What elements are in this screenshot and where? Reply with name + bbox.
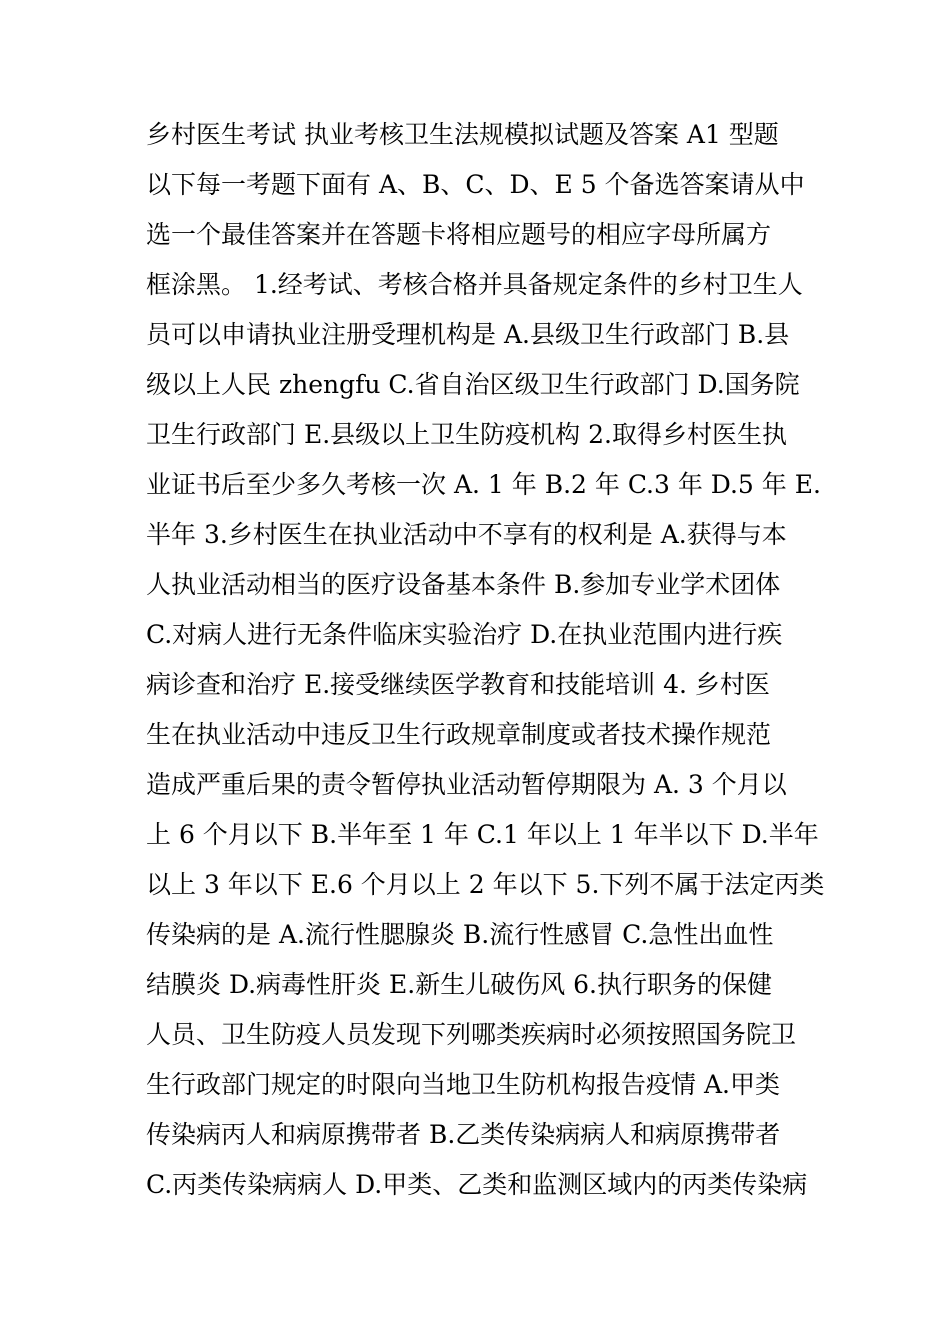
text-line-3: 选一个最佳答案并在答题卡将相应题号的相应字母所属方 bbox=[146, 220, 772, 249]
text-line-6: 级以上人民 zhengfu C.省自治区级卫生行政部门 D.国务院 bbox=[146, 370, 800, 399]
text-line-17: 传染病的是 A.流行性腮腺炎 B.流行性感冒 C.急性出血性 bbox=[146, 920, 774, 949]
text-line-16: 以上 3 年以下 E.6 个月以上 2 年以下 5.下列不属于法定丙类 bbox=[146, 870, 825, 899]
text-line-20: 生行政部门规定的时限向当地卫生防机构报告疫情 A.甲类 bbox=[146, 1070, 780, 1099]
text-line-8: 业证书后至少多久考核一次 A. 1 年 B.2 年 C.3 年 D.5 年 E. bbox=[146, 470, 821, 499]
document-body-text bbox=[146, 110, 826, 1210]
text-line-7: 卫生行政部门 E.县级以上卫生防疫机构 2.取得乡村医生执 bbox=[146, 420, 787, 449]
text-line-13: 生在执业活动中违反卫生行政规章制度或者技术操作规范 bbox=[146, 720, 772, 749]
text-line-21: 传染病丙人和病原携带者 B.乙类传染病病人和病原携带者 bbox=[146, 1120, 781, 1149]
text-line-1: 乡村医生考试 执业考核卫生法规模拟试题及答案 A1 型题 bbox=[146, 120, 779, 149]
text-line-11: C.对病人进行无条件临床实验治疗 D.在执业范围内进行疾 bbox=[146, 620, 783, 649]
text-line-2: 以下每一考题下面有 A、B、C、D、E 5 个备选答案请从中 bbox=[146, 170, 805, 199]
text-line-10: 人执业活动相当的医疗设备基本条件 B.参加专业学术团体 bbox=[146, 570, 781, 599]
text-line-15: 上 6 个月以下 B.半年至 1 年 C.1 年以上 1 年半以下 D.半年 bbox=[146, 820, 819, 849]
text-line-4: 框涂黑。 1.经考试、考核合格并具备规定条件的乡村卫生人 bbox=[146, 270, 803, 299]
text-line-19: 人员、卫生防疫人员发现下列哪类疾病时必须按照国务院卫 bbox=[146, 1020, 797, 1049]
text-line-12: 病诊查和治疗 E.接受继续医学教育和技能培训 4. 乡村医 bbox=[146, 670, 770, 699]
text-line-9: 半年 3.乡村医生在执业活动中不享有的权利是 A.获得与本 bbox=[146, 520, 787, 549]
text-line-22: C.丙类传染病病人 D.甲类、乙类和监测区域内的丙类传染病 bbox=[146, 1170, 808, 1199]
text-line-5: 员可以申请执业注册受理机构是 A.县级卫生行政部门 B.县 bbox=[146, 320, 790, 349]
text-line-14: 造成严重后果的责令暂停执业活动暂停期限为 A. 3 个月以 bbox=[146, 770, 787, 799]
text-line-18: 结膜炎 D.病毒性肝炎 E.新生儿破伤风 6.执行职务的保健 bbox=[146, 970, 772, 999]
